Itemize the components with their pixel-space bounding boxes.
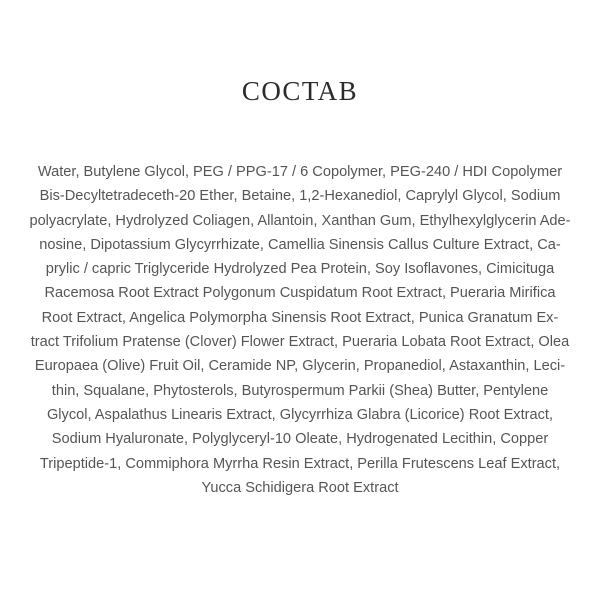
ingredients-line: Root Extract, Angelica Polymorpha Sinensis Root Extract, Punica Granatum Ex- — [41, 309, 559, 326]
ingredients-line: tract Trifolium Pratense (Clover) Flower Extract, Pueraria Lobata Root Extract, Olea — [30, 334, 570, 351]
ingredients-line: Sodium Hyaluronate, Polyglyceryl-10 Oleate, Hydrogenated Lecithin, Copper — [51, 431, 549, 448]
product-title: COCTAB — [241, 76, 359, 106]
ingredients-line: Glycol, Aspalathus Linearis Extract, Glycyrrhiza Glabra (Licorice) Root Extract, — [46, 406, 554, 423]
ingredients-line: Europaea (Olive) Fruit Oil, Ceramide NP, Glycerin, Propanediol, Astaxanthin, Leci- — [34, 358, 566, 375]
ingredients-line: Bis-Decyltetradeceth-20 Ether, Betaine, 1,2-Hexanediol, Caprylyl Glycol, Sodium — [39, 188, 561, 205]
ingredients-line: prylic / capric Triglyceride Hydrolyzed Pea Protein, Soy Isoflavones, Cimicituga — [45, 261, 555, 278]
ingredients-line: Yucca Schidigera Root Extract — [201, 479, 399, 496]
ingredients-line: Tripeptide-1, Commiphora Myrrha Resin Extract, Perilla Frutescens Leaf Extract, — [39, 455, 561, 472]
ingredients-line: polyacrylate, Hydrolyzed Coliagen, Allantoin, Xanthan Gum, Ethylhexylglycerin Ade- — [29, 212, 571, 229]
ingredients-line: Racemosa Root Extract Polygonum Cuspidatum Root Extract, Pueraria Mirifica — [44, 285, 556, 302]
ingredients-line: Water, Butylene Glycol, PEG / PPG-17 / 6 Copolymer, PEG-240 / HDI Copolymer — [37, 164, 563, 180]
ingredients-line: thin, Squalane, Phytosterols, Butyrospermum Parkii (Shea) Butter, Pentylene — [51, 382, 549, 399]
ingredients-list — [10, 160, 590, 500]
ingredients-line: nosine, Dipotassium Glycyrrhizate, Camellia Sinensis Callus Culture Extract, Ca- — [39, 236, 561, 253]
